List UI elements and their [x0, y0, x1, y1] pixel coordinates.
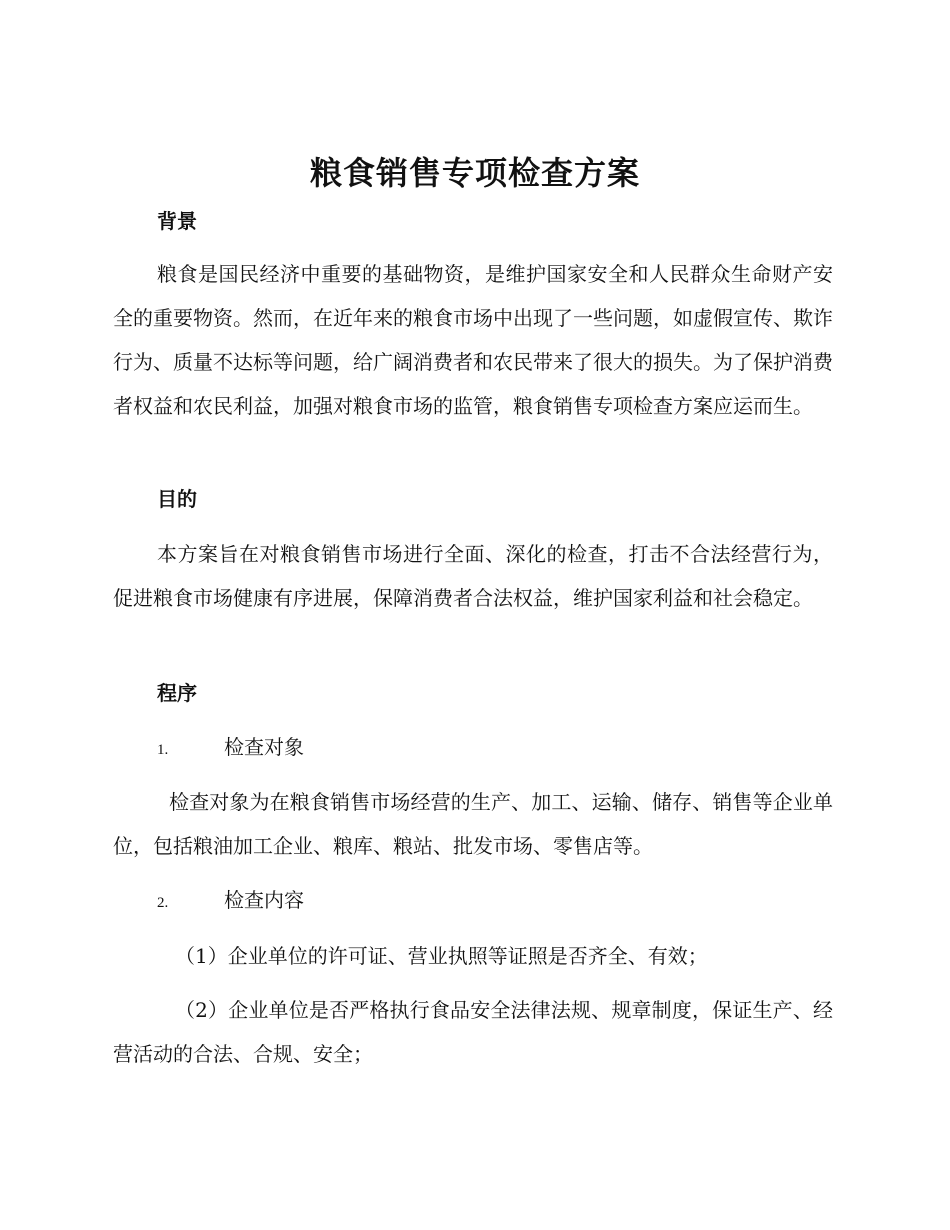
document-title: 粮食销售专项检查方案: [309, 154, 640, 192]
procedure-item-2: [157, 886, 304, 917]
procedure-item-1: [157, 733, 304, 764]
inspection-content-point-2: （2）企业单位是否严格执行食品安全法律法规、规章制度，保证生产、经营活动的合法、合规、安全；: [113, 998, 833, 1066]
inspection-content-point-1: （1）企业单位的许可证、营业执照等证照是否齐全、有效；: [175, 944, 708, 968]
list-number: 2.: [157, 895, 169, 911]
purpose-paragraph: 本方案旨在对粮食销售市场进行全面、深化的检查，打击不合法经营行为，促进粮食市场健康有序进展，保障消费者合法权益，维护国家利益和社会稳定。: [113, 542, 833, 610]
background-paragraph: 粮食是国民经济中重要的基础物资，是维护国家安全和人民群众生命财产安全的重要物资。然而，在近年来的粮食市场中出现了一些问题，如虚假宣传、欺诈行为、质量不达标等问题，给广阔消费者和农民带来了很大的损失。为了保护消费者权益和农民利益，加强对粮食市场的监管，粮食销售专项检查方案应运而生。: [113, 262, 833, 418]
inspection-target-paragraph: 检查对象为在粮食销售市场经营的生产、加工、运输、储存、销售等企业单位，包括粮油加工企业、粮库、粮站、批发市场、零售店等。: [113, 790, 833, 858]
section-heading-background: 背景: [157, 209, 197, 233]
list-item-label: 检查内容: [224, 888, 304, 912]
section-heading-purpose: 目的: [157, 487, 197, 511]
section-heading-procedure: 程序: [157, 681, 197, 705]
list-number: 1.: [157, 742, 169, 758]
list-item-label: 检查对象: [224, 735, 304, 759]
